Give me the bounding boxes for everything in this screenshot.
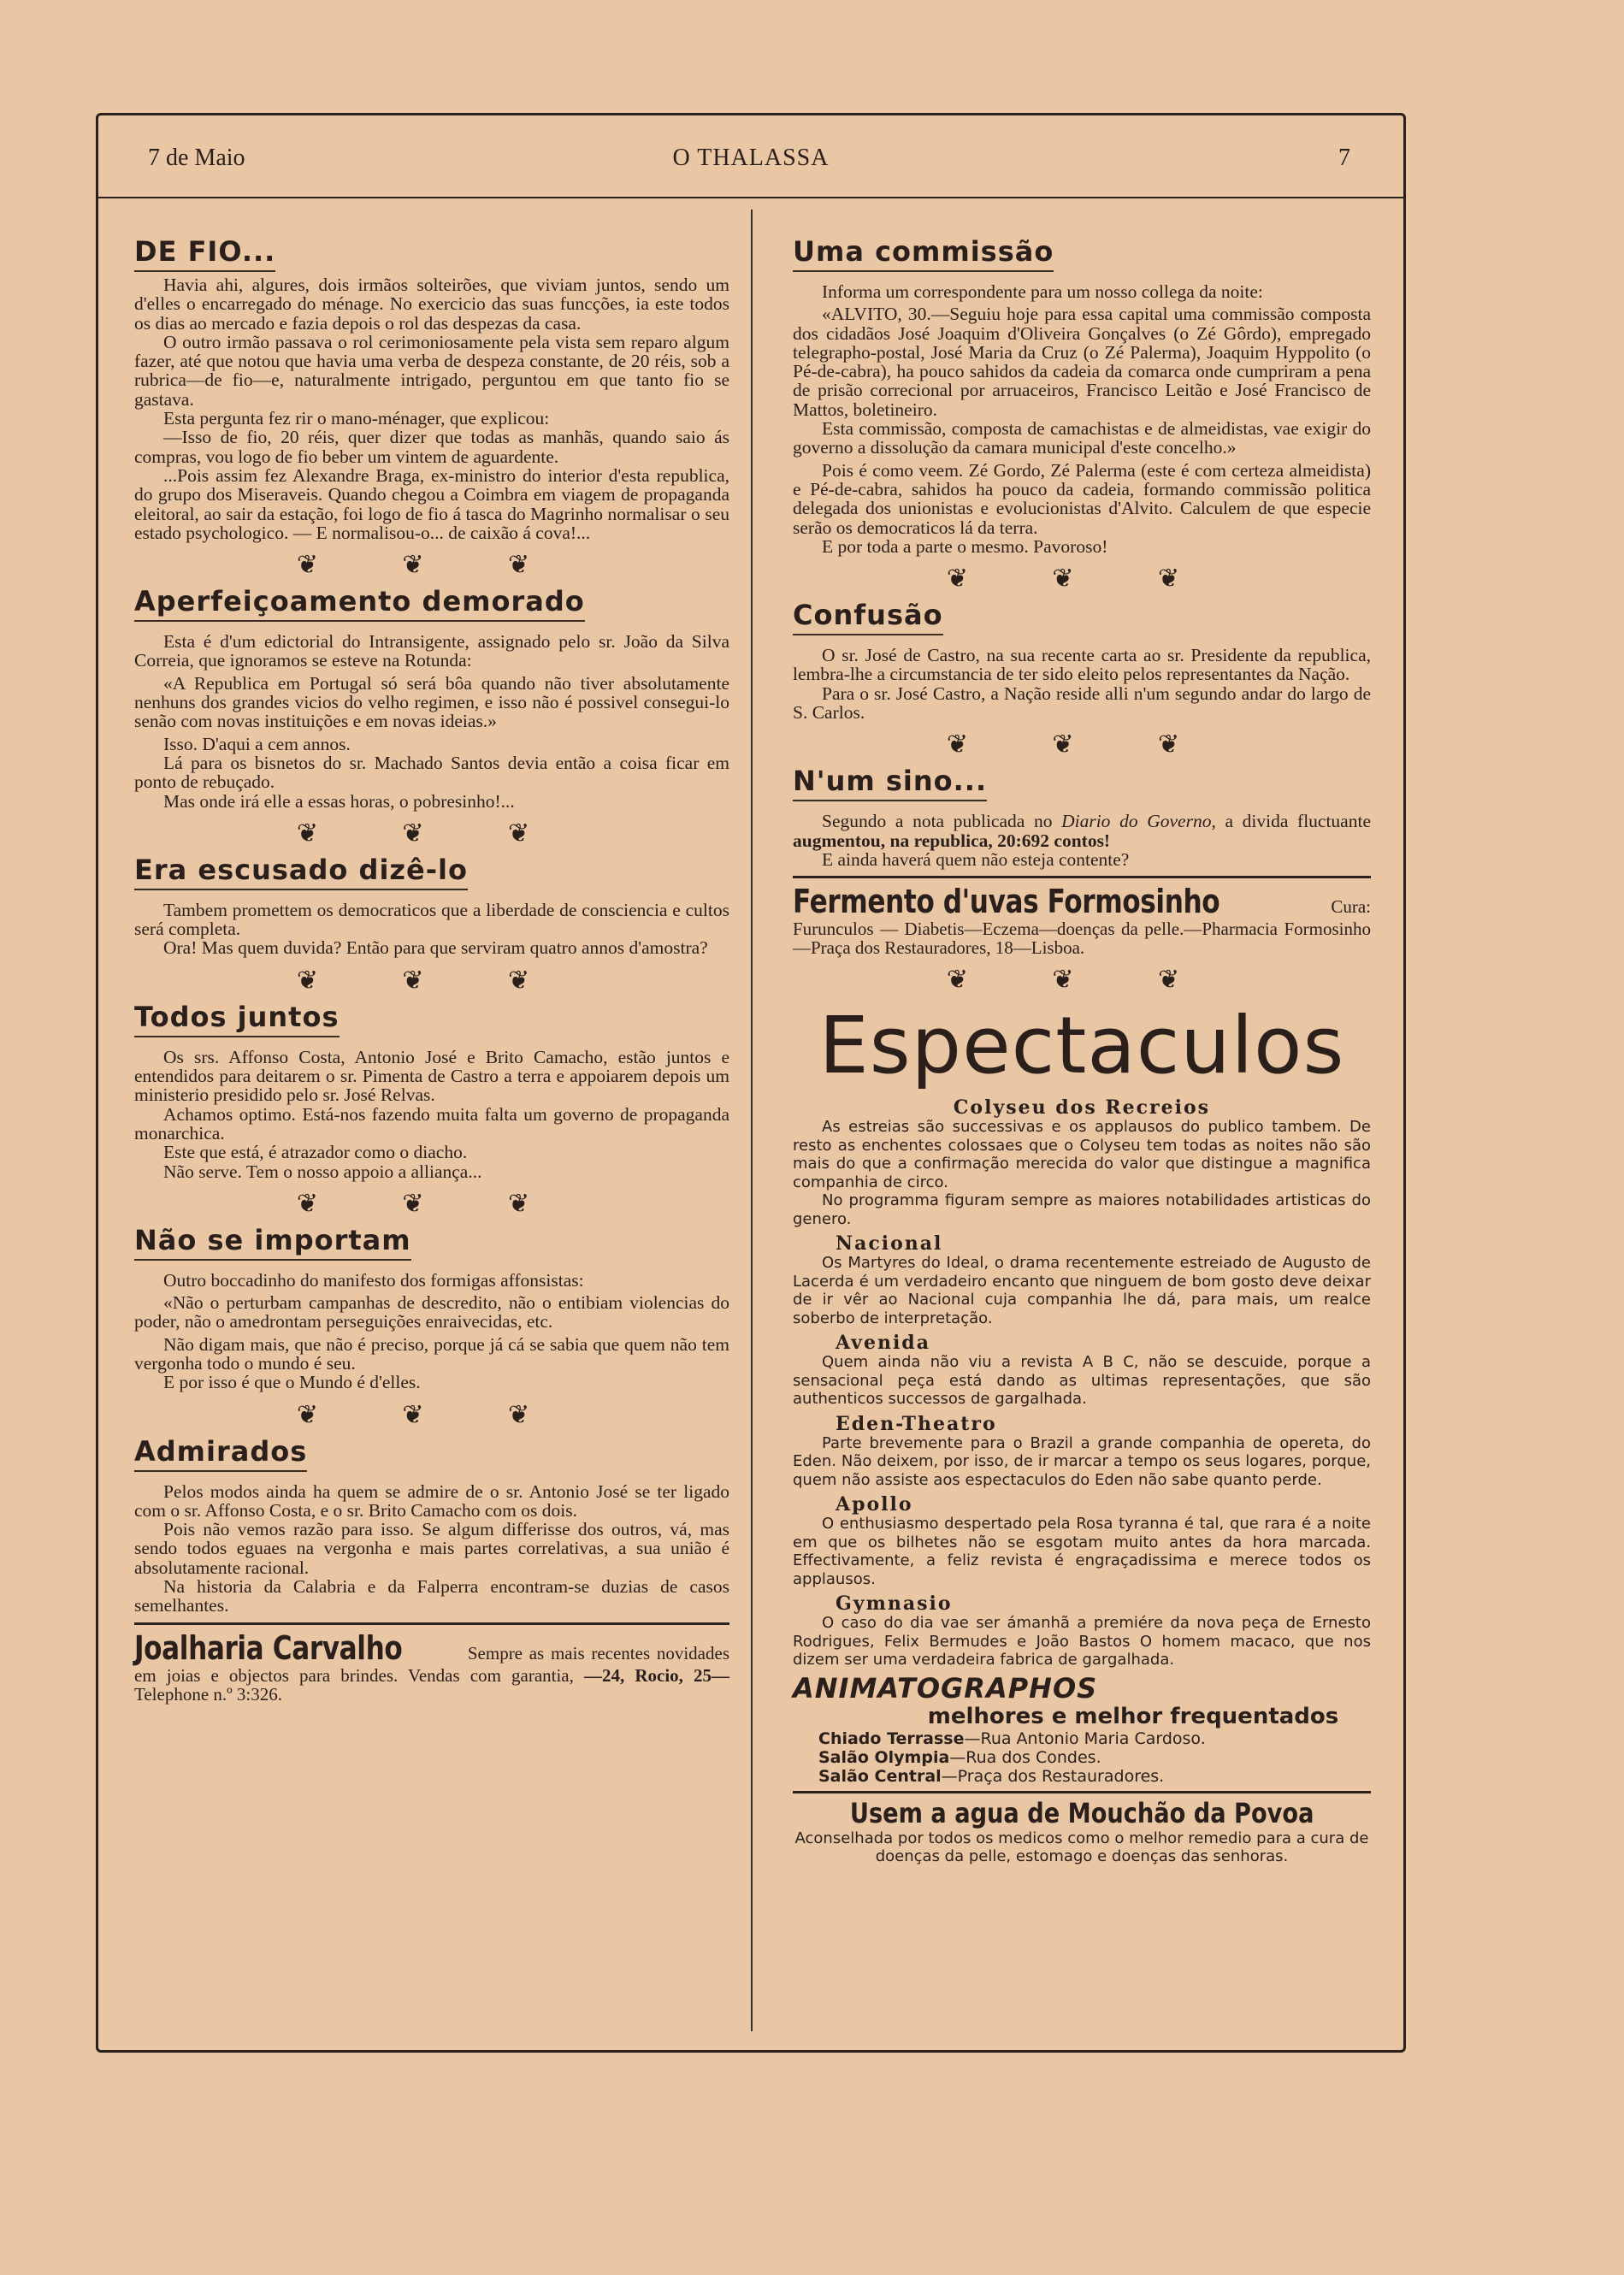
column-divider: [751, 210, 753, 2031]
article-num-sino: [793, 765, 1371, 869]
ad-agua-mouchao: [793, 1791, 1371, 1865]
page-number: 7: [1338, 145, 1350, 171]
article-paragraph: O sr. José de Castro, na sua recente carta ao sr. Presidente da republica, lembra-lhe a circumstancia de ter sido eleito pelos representantes da Nação.: [793, 645, 1371, 685]
article-title: DE FIO...: [134, 235, 275, 272]
article-paragraph: Informa um correspondente para um nosso collega da noite:: [822, 281, 1263, 302]
venue-title: Eden-Theatro: [836, 1412, 997, 1435]
article-paragraph: Esta é d'um edictorial do Intransigente, assignado pelo sr. João da Silva Correia, que ignoramos se esteve na Rotunda:: [134, 631, 729, 671]
cinema-item: Salão Central—Praça dos Restauradores.: [818, 1766, 1165, 1786]
ad-title: Joalharia Carvalho: [134, 1628, 403, 1667]
ad-text: Cura: Furunculos — Diabetis—Eczema—doenças da pelle.—Pharmacia Formosinho—Praça dos Restauradores, 18—Lisboa.: [793, 896, 1371, 959]
espectaculos-heading: Espectaculos: [818, 1000, 1345, 1092]
ad-phone: Telephone n.º 3:326.: [134, 1683, 283, 1705]
article-paragraph: Ora! Mas quem duvida? Então para que serviram quatro annos d'amostra?: [163, 937, 708, 959]
leaf-ornament-icon: ❦ ❦ ❦: [296, 965, 568, 996]
leaf-ornament-icon: ❦ ❦ ❦: [296, 1399, 568, 1430]
article-title: Confusão: [793, 599, 943, 635]
article-title: Todos juntos: [134, 1001, 340, 1037]
ad-text: Sempre as mais recentes novidades em joias e objectos para brindes. Vendas com garantia,: [134, 1642, 729, 1686]
venue-text: No programma figuram sempre as maiores notabilidades artisticas do genero.: [793, 1191, 1371, 1228]
article-paragraph: —Isso de fio, 20 réis, quer dizer que todas as manhãs, quando saio ás compras, vou logo de fio beber um vintem de aguardente.: [134, 427, 729, 467]
venue-text: O enthusiasmo despertado pela Rosa tyranna é tal, que rara é a noite em que os bilhetes não se esgotam muito antes da hora marcada. Effectivamente, a feliz revista é engraçadissima e merece todos os applausos.: [793, 1515, 1371, 1588]
article-title: N'um sino...: [793, 765, 987, 801]
left-column: [134, 235, 729, 1704]
article-paragraph: Não serve. Tem o nosso appoio a alliança...: [163, 1161, 482, 1182]
article-paragraph: Os srs. Affonso Costa, Antonio José e Brito Camacho, estão juntos e entendidos para deitarem o sr. Pimenta de Castro a terra e appoiarem depois um ministerio presidido pelo sr. José Relvas.: [134, 1046, 729, 1106]
venue-title: Gymnasio: [836, 1592, 953, 1616]
article-title: Aperfeiçoamento demorado: [134, 585, 585, 622]
article-paragraph: E por toda a parte o mesmo. Pavoroso!: [822, 535, 1108, 557]
article-admirados: [134, 1435, 729, 1616]
article-commissao: [793, 235, 1371, 556]
article-todos-juntos: [134, 1001, 729, 1181]
venue-title: Apollo: [836, 1493, 913, 1516]
ad-title: Fermento d'uvas Formosinho: [793, 883, 1220, 921]
article-paragraph: Isso. D'aqui a cem annos.: [163, 733, 351, 754]
article-quote: «A Republica em Portugal só será bôa quando não tiver absolutamente nenhuns dos grandes vicios do velho regimen, e isso não é possivel consegui-lo senão com novas instituições e em novas ideias.»: [134, 672, 729, 732]
article-paragraph: Achamos optimo. Está-nos fazendo muita falta um governo de propaganda monarchica.: [134, 1103, 729, 1143]
leaf-ornament-icon: ❦ ❦ ❦: [946, 564, 1218, 594]
leaf-ornament-icon: ❦ ❦ ❦: [946, 730, 1218, 760]
cinema-item: Chiado Terrasse—Rua Antonio Maria Cardoso.: [818, 1728, 1206, 1748]
ad-fermento-formosinho: [793, 876, 1371, 957]
article-paragraph: Outro boccadinho do manifesto dos formigas affonsistas:: [163, 1269, 584, 1291]
venue-title: Nacional: [836, 1232, 943, 1256]
article-aperfeicoamento: [134, 585, 729, 811]
cinema-item: Salão Olympia—Rua dos Condes.: [818, 1747, 1101, 1767]
page-header: [98, 115, 1403, 198]
article-paragraph: Pois não vemos razão para isso. Se algum differisse dos outros, vá, mas sendo todos eguaes na vergonha e mais partes correlativas, a sua união é absolutamente racional.: [134, 1519, 729, 1578]
article-quote: «Não o perturbam campanhas de descredito, não o entibiam violencias do poder, não o amedrontam perseguições enraivecidas, etc.: [134, 1292, 729, 1332]
venue-text: O caso do dia vae ser ámanhã a premiére da nova peça de Ernesto Rodrigues, Felix Bermudes e João Bastos O homem macaco, que nos dizem ser uma verdadeira fabrica de gargalhada.: [793, 1614, 1371, 1669]
ad-joalharia-carvalho: [134, 1622, 729, 1704]
venue-text: Os Martyres do Ideal, o drama recentemente estreiado de Augusto de Lacerda é um verdadeiro encanto que ninguem de bom gosto deve deixar de ir vêr ao Nacional cuja companhia lhe dá, para mais, um realce soberbo de interpretação.: [793, 1254, 1371, 1327]
venue-title: Avenida: [836, 1332, 930, 1355]
article-paragraph: Havia ahi, algures, dois irmãos solteirões, que viviam juntos, sendo um d'elles o encarregado do ménage. No exercicio das suas funcções, ia este todos os dias ao mercado e fazia depois o rol das despezas da casa.: [134, 275, 729, 334]
ad-address: —24, Rocio, 25—: [583, 1664, 729, 1686]
article-paragraph: Esta pergunta fez rir o mano-ménager, que explicou:: [163, 408, 550, 429]
venue-text: As estreias são successivas e os applausos do publico tambem. De resto as enchentes colossaes que o Colyseu tem todas as noites não são mais do que a confirmação merecida do valor que distingue a magnifica companhia de circo.: [793, 1118, 1371, 1191]
article-paragraph: Lá para os bisnetos do sr. Machado Santos devia então a coisa ficar em ponto de rebuçado.: [134, 752, 729, 793]
leaf-ornament-icon: ❦ ❦ ❦: [296, 1188, 568, 1219]
article-paragraph: Para o sr. José Castro, a Nação reside alli n'um segundo andar do largo de S. Carlos.: [793, 682, 1371, 724]
article-title: Admirados: [134, 1435, 307, 1472]
article-paragraph: Este que está, é atrazador como o diacho.: [163, 1142, 468, 1163]
venue-text: Parte brevemente para o Brazil a grande companhia de opereta, do Eden. Não deixem, por isso, de ir marcar a tempo os seus logares, porque, quem não assiste aos espectaculos do Eden não sabe quanto perde.: [793, 1433, 1371, 1489]
article-title: Era escusado dizê-lo: [134, 854, 468, 890]
newspaper-title: O THALASSA: [672, 145, 830, 171]
article-paragraph: Na historia da Calabria e da Falperra encontram-se duzias de casos semelhantes.: [134, 1576, 729, 1616]
animatographos-subtitle: melhores e melhor frequentados: [927, 1703, 1339, 1729]
leaf-ornament-icon: ❦ ❦ ❦: [296, 550, 568, 581]
animatographos-title: ANIMATOGRAPHOS: [793, 1671, 1098, 1705]
article-paragraph: Segundo a nota publicada no Diario do Governo, a divida fluctuante augmentou, na republica, 20:692 contos!: [793, 811, 1371, 851]
article-paragraph: Não digam mais, que não é preciso, porque já cá se sabia que quem não tem vergonha todo o mundo é seu.: [134, 1333, 729, 1374]
article-paragraph: Pelos modos ainda ha quem se admire de o sr. Antonio José se ter ligado com o sr. Affonso Costa, e o sr. Brito Camacho com os dois.: [134, 1480, 729, 1521]
ad-title: Usem a agua de Mouchão da Povoa: [849, 1796, 1314, 1829]
page-frame: [96, 113, 1406, 2053]
venue-title: Colyseu dos Recreios: [953, 1096, 1211, 1120]
venue-text: Quem ainda não viu a revista A B C, não se descuide, porque a sensacional peça está dando as ultimas representações, que são authenticos successos de gargalhada.: [793, 1353, 1371, 1409]
leaf-ornament-icon: ❦ ❦ ❦: [296, 818, 568, 848]
issue-date: 7 de Maio: [148, 145, 245, 171]
article-title: Não se importam: [134, 1224, 411, 1261]
article-paragraph: Tambem promettem os democraticos que a liberdade de consciencia e cultos será completa.: [134, 899, 729, 940]
leaf-ornament-icon: ❦ ❦ ❦: [946, 965, 1218, 996]
article-paragraph: O outro irmão passava o rol cerimoniosamente pela vista sem reparo algum fazer, até que notou que havia uma verba de despeza constante, de 20 réis, sob a rubrica—de fio—e, naturalmente intrigado, perguntou em que tanto fio se gastava.: [134, 331, 729, 410]
article-paragraph: Pois é como veem. Zé Gordo, Zé Palerma (este é com certeza almeidista) e Pé-de-cabra, sahidos ha pouco da cadeia, formando commissão politica delegada dos unionistas e evolucionistas d'Alvito. Calculem de que especie serão os democraticos lá da terra.: [793, 459, 1371, 538]
ad-text: Aconselhada por todos os medicos como o melhor remedio para a cura de doenças da pelle, estomago e doenças das senhoras.: [794, 1829, 1369, 1865]
article-paragraph: E ainda haverá quem não esteja contente?: [822, 848, 1130, 870]
article-quote: «ALVITO, 30.—Seguiu hoje para essa capital uma commissão composta dos cidadãos José Joaquim d'Oliveira Gonçalves (o Zé Gôrdo), empregado telegrapho-postal, José Maria da Cruz (o Zé Palerma), Joaquim Hyppolito (o Pé-de-cabra), ha pouco sahidos da cadeia da comarca onde cumpriram a pena de prisão correcional por arruaceiros, Francisco Leitão e José Francisco de Mattos, boletineiro.: [793, 304, 1371, 420]
article-title: Uma commissão: [793, 235, 1054, 272]
article-era-escusado: [134, 854, 729, 958]
article-nao-se-importam: [134, 1224, 729, 1392]
right-column: [793, 235, 1371, 1865]
article-paragraph: Esta commissão, composta de camachistas e de almeidistas, vae exigir do governo a dissolução da camara municipal d'este concelho.»: [793, 418, 1371, 458]
article-paragraph: ...Pois assim fez Alexandre Braga, ex-ministro do interior d'esta republica, do grupo dos Miseraveis. Quando chegou a Coimbra em viagem de propaganda eleitoral, ao sair da estação, foi logo de fio á tasca do Magrinho normalisar o seu estado psychologico. — E normalisou-o... de caixão á cova!...: [134, 464, 729, 543]
article-confusao: [793, 599, 1371, 722]
article-de-fio: [134, 235, 729, 542]
article-paragraph: Mas onde irá elle a essas horas, o pobresinho!...: [163, 790, 515, 812]
article-paragraph: E por isso é que o Mundo é d'elles.: [163, 1372, 421, 1393]
